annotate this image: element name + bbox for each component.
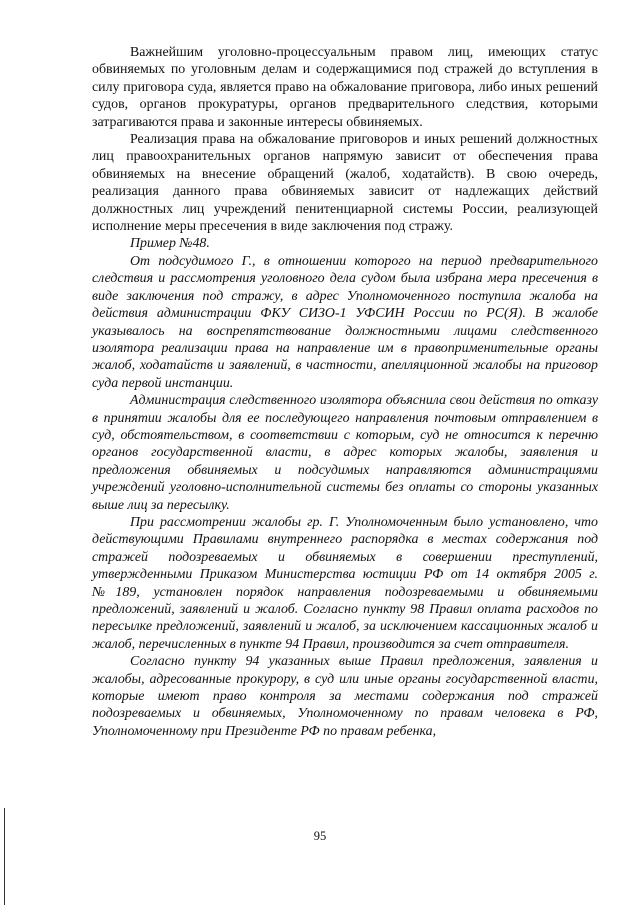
document-body	[92, 44, 598, 740]
example-paragraph-findings: При рассмотрении жалобы гр. Г. Уполномоченным было установлено, что действующими Правилами внутреннего распорядка в местах содержания под стражей подозреваемых и обвиняемых в совершении преступлений, утвержденными Приказом Министерства юстиции РФ от 14 октября 2005 г. №189, установлен порядок направления подозреваемыми и обвиняемыми предложений, заявлений и жалоб. Согласно пункту 98 Правил оплата расходов по пересылке предложений, заявлений и жалоб, за исключением кассационных жалоб и жалоб, перечисленных в пункте 94 Правил, производится за счет отправителя.	[92, 514, 598, 652]
example-paragraph-rules: Согласно пункту 94 указанных выше Правил предложения, заявления и жалобы, адресованные прокурору, в суд или иные органы государственной власти, которые имеют право контроля за местами содержания под стражей подозреваемых и обвиняемых, Уполномоченному по правам человека в РФ, Уполномоченному при Президенте РФ по правам ребенка,	[92, 654, 598, 739]
example-heading: Пример №48.	[130, 236, 210, 252]
scan-edge-line	[4, 808, 5, 905]
example-paragraph-administration: Администрация следственного изолятора объяснила свои действия по отказу в принятии жалобы для ее последующего направления почтовым отправлением в суд, обстоятельством, в соответствии с которым, суд не относится к перечню органов государственной власти, в адрес которых жалобы, заявления и предложения обвиняемых и подсудимых направляются администрациями учреждений уголовно-исполнительной системы без оплаты со стороны указанных выше лиц за пересылку.	[92, 393, 598, 513]
example-paragraph-complaint: От подсудимого Г., в отношении которого на период предварительного следствия и рассмотрения уголовного дела судом была избрана мера пресечения в виде заключения под стражу, в адрес Уполномоченного поступила жалоба на действия администрации ФКУ СИЗО-1 УФСИН России по РС(Я). В жалобе указывалось на воспрепятствование должностными лицами следственного изолятора реализации права на направление им в правоприменительные органы жалоб, ходатайств и заявлений, в частности, апелляционной жалобы на приговор суда первой инстанции.	[92, 253, 598, 391]
paragraph-intro: Важнейшим уголовно-процессуальным правом лиц, имеющих статус обвиняемых по уголовным делам и содержащимися под стражей до вступления в силу приговора суда, является право на обжалование приговора, либо иных решений судов, органов прокуратуры, органов предварительного следствия, которыми затрагиваются права и законные интересы обвиняемых.	[92, 45, 598, 130]
paragraph-appeal-rights: Реализация права на обжалование приговоров и иных решений должностных лиц правоохранительных органов напрямую зависит от обеспечения права обвиняемых на внесение обращений (жалоб, ходатайств). В свою очередь, реализация данного права обвиняемых зависит от надлежащих действий должностных лиц учреждений пенитенциарной системы России, реализующей исполнение меры пресечения в виде заключения под стражу.	[92, 132, 598, 235]
page-number: 95	[313, 829, 327, 843]
